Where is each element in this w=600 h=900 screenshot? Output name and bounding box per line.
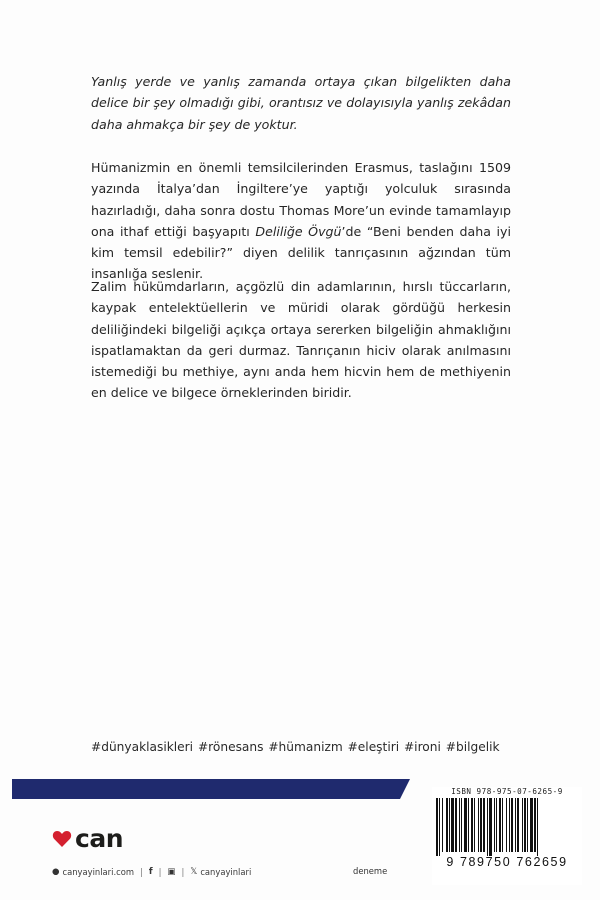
barcode-bar [534,798,536,852]
description-paragraph-1 [91,157,511,285]
barcode-bar [449,798,450,852]
barcode-bar [502,798,503,852]
barcode-bar [480,798,482,852]
barcode-bar [439,798,440,856]
barcode-bar [515,798,516,852]
publisher-logo [52,826,123,852]
blue-band-shape [12,779,410,799]
barcode-bar [487,798,488,856]
blue-band [12,779,410,799]
barcode-bar [451,798,454,852]
website-link[interactable]: canyayinlari.com [62,867,135,877]
barcode-bar [537,798,538,856]
barcode-bar [446,798,448,852]
social-handle[interactable]: canyayinlari [200,867,252,877]
genre-label: deneme [353,866,388,876]
heart-icon [52,829,72,849]
cover-quote: Yanlış yerde ve yanlış zamanda ortaya çıkan bilgelikten daha delice bir şey olmadığı gibi, orantısız ve dolayısıyla yanlış zekâdan daha ahmakça bir şey de yoktur. [91,74,511,132]
barcode-bar [483,798,485,852]
barcode-bar [494,798,495,852]
logo-wordmark: can [75,824,123,853]
barcode-bar [464,798,467,852]
facebook-icon[interactable]: f [148,867,153,877]
book-title: Deliliğe Övgü [255,223,342,239]
barcode-bar [522,798,523,852]
footer-divider: | [140,867,143,877]
barcode-bar [499,798,501,852]
barcode-bar [496,798,497,852]
barcode-bar [511,798,513,852]
barcode-bar [436,798,438,856]
barcode-bar [524,798,526,852]
globe-icon: ● [52,867,60,877]
barcode-bar [459,798,460,852]
barcode-bar [506,798,507,852]
barcode-bar [527,798,528,852]
paragraph-1-rest: ’de “Beni benden daha iyi kim temsil edebilir?” diyen delilik tanrıçasının ağzından tüm insanlığa seslenir. [91,223,512,282]
barcode-bar [455,798,457,852]
barcode-bar [474,798,475,852]
barcode-bar [509,798,510,852]
x-icon[interactable]: 𝕏 [190,867,198,877]
footer-divider: | [181,867,185,877]
description-paragraph-2: Zalim hükümdarların, açgözlü din adamlarının, hırslı tüccarların, kaypak entelektüellerin ve müridi olarak gördüğü herkesin deliliğindeki bilgeliği açıkça ortaya sererken bilgeliğin ahmaklığını ispatlamaktan da geri durmaz. Tanrıçanın hiciv olarak anılmasını istemediği bu methiye, aynı anda hem hicvin hem de methiyenin en delice ve bilgece örneklerinden biridir. [91,279,511,401]
barcode-bar [530,798,533,852]
barcode-bar [461,798,462,852]
barcode-bar [517,798,519,852]
publisher-footer [52,867,251,877]
instagram-icon[interactable]: ▣ [167,867,176,877]
barcode-bar [489,798,492,856]
barcode-bar [478,798,479,852]
isbn-label: ISBN 978-975-07-6265-9 [451,787,563,796]
barcode-bars [432,798,582,856]
barcode-bar [471,798,473,852]
barcode-bar [442,798,443,852]
barcode-bar [468,798,469,852]
barcode-digits: 9 789750 762659 [446,855,568,869]
paragraph-1-intro: Hümanizmin en önemli temsilcilerinden Erasmus, taslağını 1509 yazında İtalya’dan İngiltere’ye yaptığı yolculuk sırasında hazırladığı, daha sonra dostu Thomas More’un evinde tamamlayıp ona ithaf ettiği başyapıtı [91,160,511,239]
hashtags: #dünyaklasikleri #rönesans #hümanizm #eleştiri #ironi #bilgelik [91,740,500,754]
barcode [432,787,582,885]
footer-divider: | [158,867,162,877]
